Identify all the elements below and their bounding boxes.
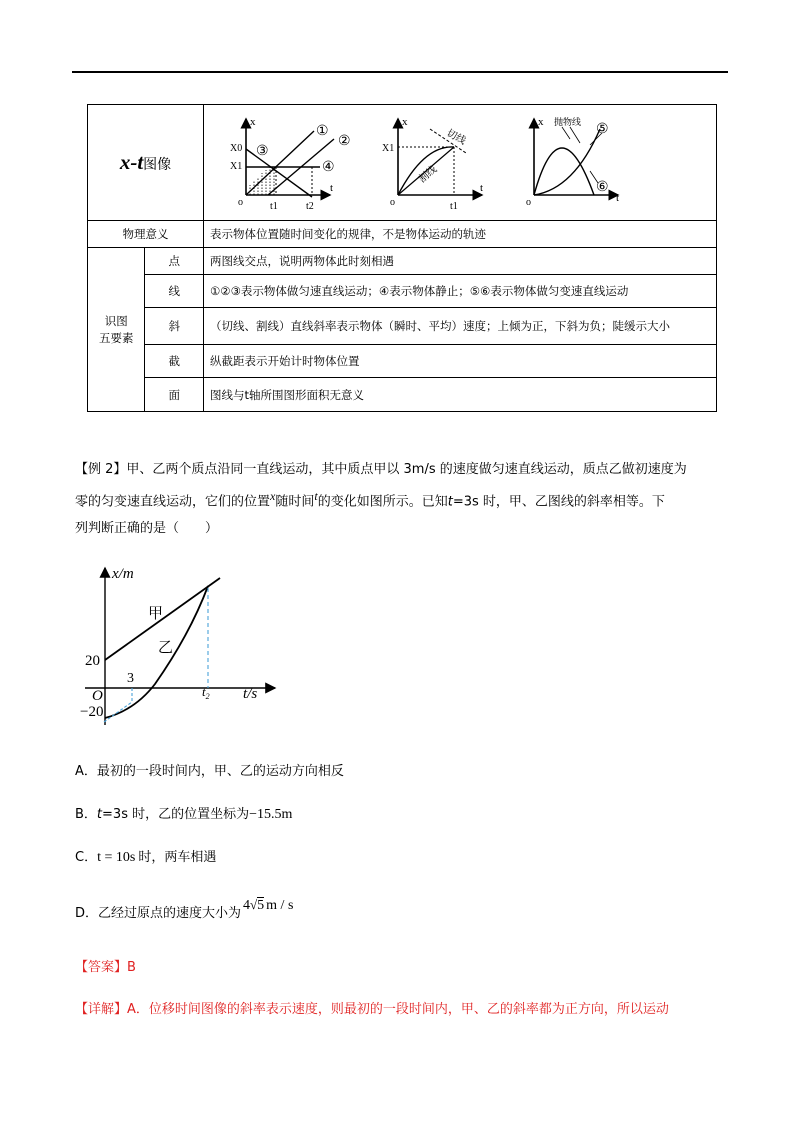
top-rule	[72, 71, 728, 73]
graph1-origin-label: o	[238, 197, 243, 208]
answer-label: 【答案】	[75, 960, 128, 975]
var-t: t	[314, 489, 318, 503]
answer-line	[75, 954, 725, 981]
graph2-secant-label: 割线	[416, 164, 440, 186]
y-axis-label: x/m	[112, 566, 134, 582]
element-key: 线	[145, 275, 204, 308]
var-x: x	[270, 489, 276, 503]
option-a-text: 最初的一段时间内，甲、乙的运动方向相反	[96, 764, 344, 779]
xt-summary-table	[87, 104, 717, 412]
yneg20-label: −20	[80, 704, 104, 720]
element-text: 纵截距表示开始计时物体位置	[204, 345, 717, 378]
graph3-parabola-label: 抛物线	[554, 117, 582, 127]
jia-label: 甲	[148, 606, 164, 622]
example-text-b1: 零的匀变速直线运动，它们的位置	[75, 494, 271, 510]
y20-label: 20	[85, 653, 100, 669]
element-key: 截	[145, 345, 204, 378]
yi-label: 乙	[158, 640, 174, 656]
detail-line	[75, 996, 725, 1023]
graph3-x-axis-label: x	[538, 116, 544, 128]
example-text-b3: 的变化如图所示。已知	[317, 494, 448, 510]
element-text: 图线与t轴所围图形面积无意义	[204, 378, 717, 412]
origin-label: O	[92, 688, 103, 704]
graph1-t1-label: t1	[270, 201, 278, 212]
xt-graphs-cell	[204, 105, 717, 221]
five-elements-label	[88, 248, 145, 412]
detail-label: 【详解】	[75, 1002, 128, 1017]
graph1-line2-label: ②	[338, 134, 351, 149]
graph2-x1-label: X1	[382, 143, 395, 154]
graph2-tangent-label: 切线	[444, 127, 468, 148]
xt-label-suffix: 图像	[143, 157, 172, 173]
detail-text: A．位移时间图像的斜率表示速度，则最初的一段时间内，甲、乙的斜率都为正方向，所以运动	[127, 1002, 669, 1017]
graph1-t-axis-label: t	[330, 182, 334, 194]
graph2-x-axis-label: x	[402, 116, 408, 128]
option-a-letter: A．	[75, 764, 97, 779]
option-b-text: =3s 时，乙的位置坐标为	[102, 807, 250, 822]
cond-t: t	[447, 494, 453, 510]
graph1-x0-label: X0	[230, 143, 243, 154]
option-b-value: −15.5m	[249, 807, 293, 822]
element-text: （切线、割线）直线斜率表示物体（瞬时、平均）速度；上倾为正，下斜为负；陡缓示大小	[204, 308, 717, 345]
element-key: 斜	[145, 308, 204, 345]
element-key: 面	[145, 378, 204, 412]
graph-1	[230, 116, 351, 212]
option-b-letter: B．	[75, 807, 97, 822]
graph3-line5-label: ⑤	[596, 122, 609, 137]
graph1-x1-label: X1	[230, 161, 243, 172]
graph3-t-axis-label: t	[616, 192, 620, 204]
option-c-formula: t = 10s	[97, 850, 136, 865]
graph1-line4-label: ④	[322, 160, 335, 175]
answer-value: B	[127, 960, 136, 975]
example-text-a: 甲、乙两个质点沿同一直线运动，其中质点甲以 3m/s 的速度做匀速直线运动，质点乙做初速度为	[126, 462, 687, 477]
example-text-b2: 随时间	[275, 494, 315, 510]
xt-graphs	[204, 105, 710, 217]
option-b	[75, 801, 725, 828]
meaning-label: 物理意义	[88, 221, 204, 248]
xt-label-cell	[88, 105, 204, 221]
example-text-b4: =3s 时，甲、乙图线的斜率相等。下	[452, 494, 665, 510]
graph2-t1-label: t1	[450, 201, 458, 212]
meaning-text: 表示物体位置随时间变化的规律，不是物体运动的轨迹	[204, 221, 717, 248]
graph2-origin-label: o	[390, 197, 395, 208]
graph1-line1-label: ①	[316, 124, 329, 139]
option-d	[75, 899, 725, 927]
graph3-origin-label: o	[526, 197, 531, 208]
element-text: 两图线交点，说明两物体此时刻相遇	[204, 248, 717, 275]
example-graph	[80, 560, 280, 730]
element-key: 点	[145, 248, 204, 275]
example-line-2	[75, 483, 725, 515]
graph1-line3-label: ③	[256, 144, 269, 159]
example-line-3	[75, 515, 725, 542]
graph1-x-axis-label: x	[250, 116, 256, 128]
x-axis-label: t/s	[243, 686, 258, 702]
tick-t2-label: $t_2$	[202, 684, 210, 701]
option-d-value: 4√5 m / s	[243, 897, 294, 913]
graph3-line6-label: ⑥	[596, 180, 609, 195]
element-text: ①②③表示物体做匀速直线运动；④表示物体静止；⑤⑥表示物体做匀变速直线运动	[204, 275, 717, 308]
xt-label: x-t	[119, 150, 144, 174]
graph-2	[382, 116, 483, 212]
option-d-text: 乙经过原点的速度大小为	[98, 906, 242, 921]
example-text-c: 列判断正确的是（ ）	[75, 521, 219, 537]
example-question	[75, 456, 725, 542]
graph-3	[526, 116, 619, 208]
option-c	[75, 844, 725, 871]
example-line-1	[75, 456, 725, 483]
five-elements-label-line2: 五要素	[98, 330, 134, 345]
option-a	[75, 758, 725, 785]
tick-3-label: 3	[127, 671, 134, 686]
option-b-t: t	[96, 807, 103, 822]
example-tag: 【例 2】	[75, 462, 127, 477]
five-elements-label-line1: 识图	[104, 313, 128, 328]
option-c-text: 时，两车相遇	[138, 850, 217, 865]
graph1-t2-label: t2	[306, 201, 314, 212]
option-d-letter: D．	[75, 906, 99, 921]
option-c-letter: C．	[75, 850, 98, 865]
tangent-at-3	[104, 702, 132, 722]
graph2-t-axis-label: t	[480, 182, 484, 194]
